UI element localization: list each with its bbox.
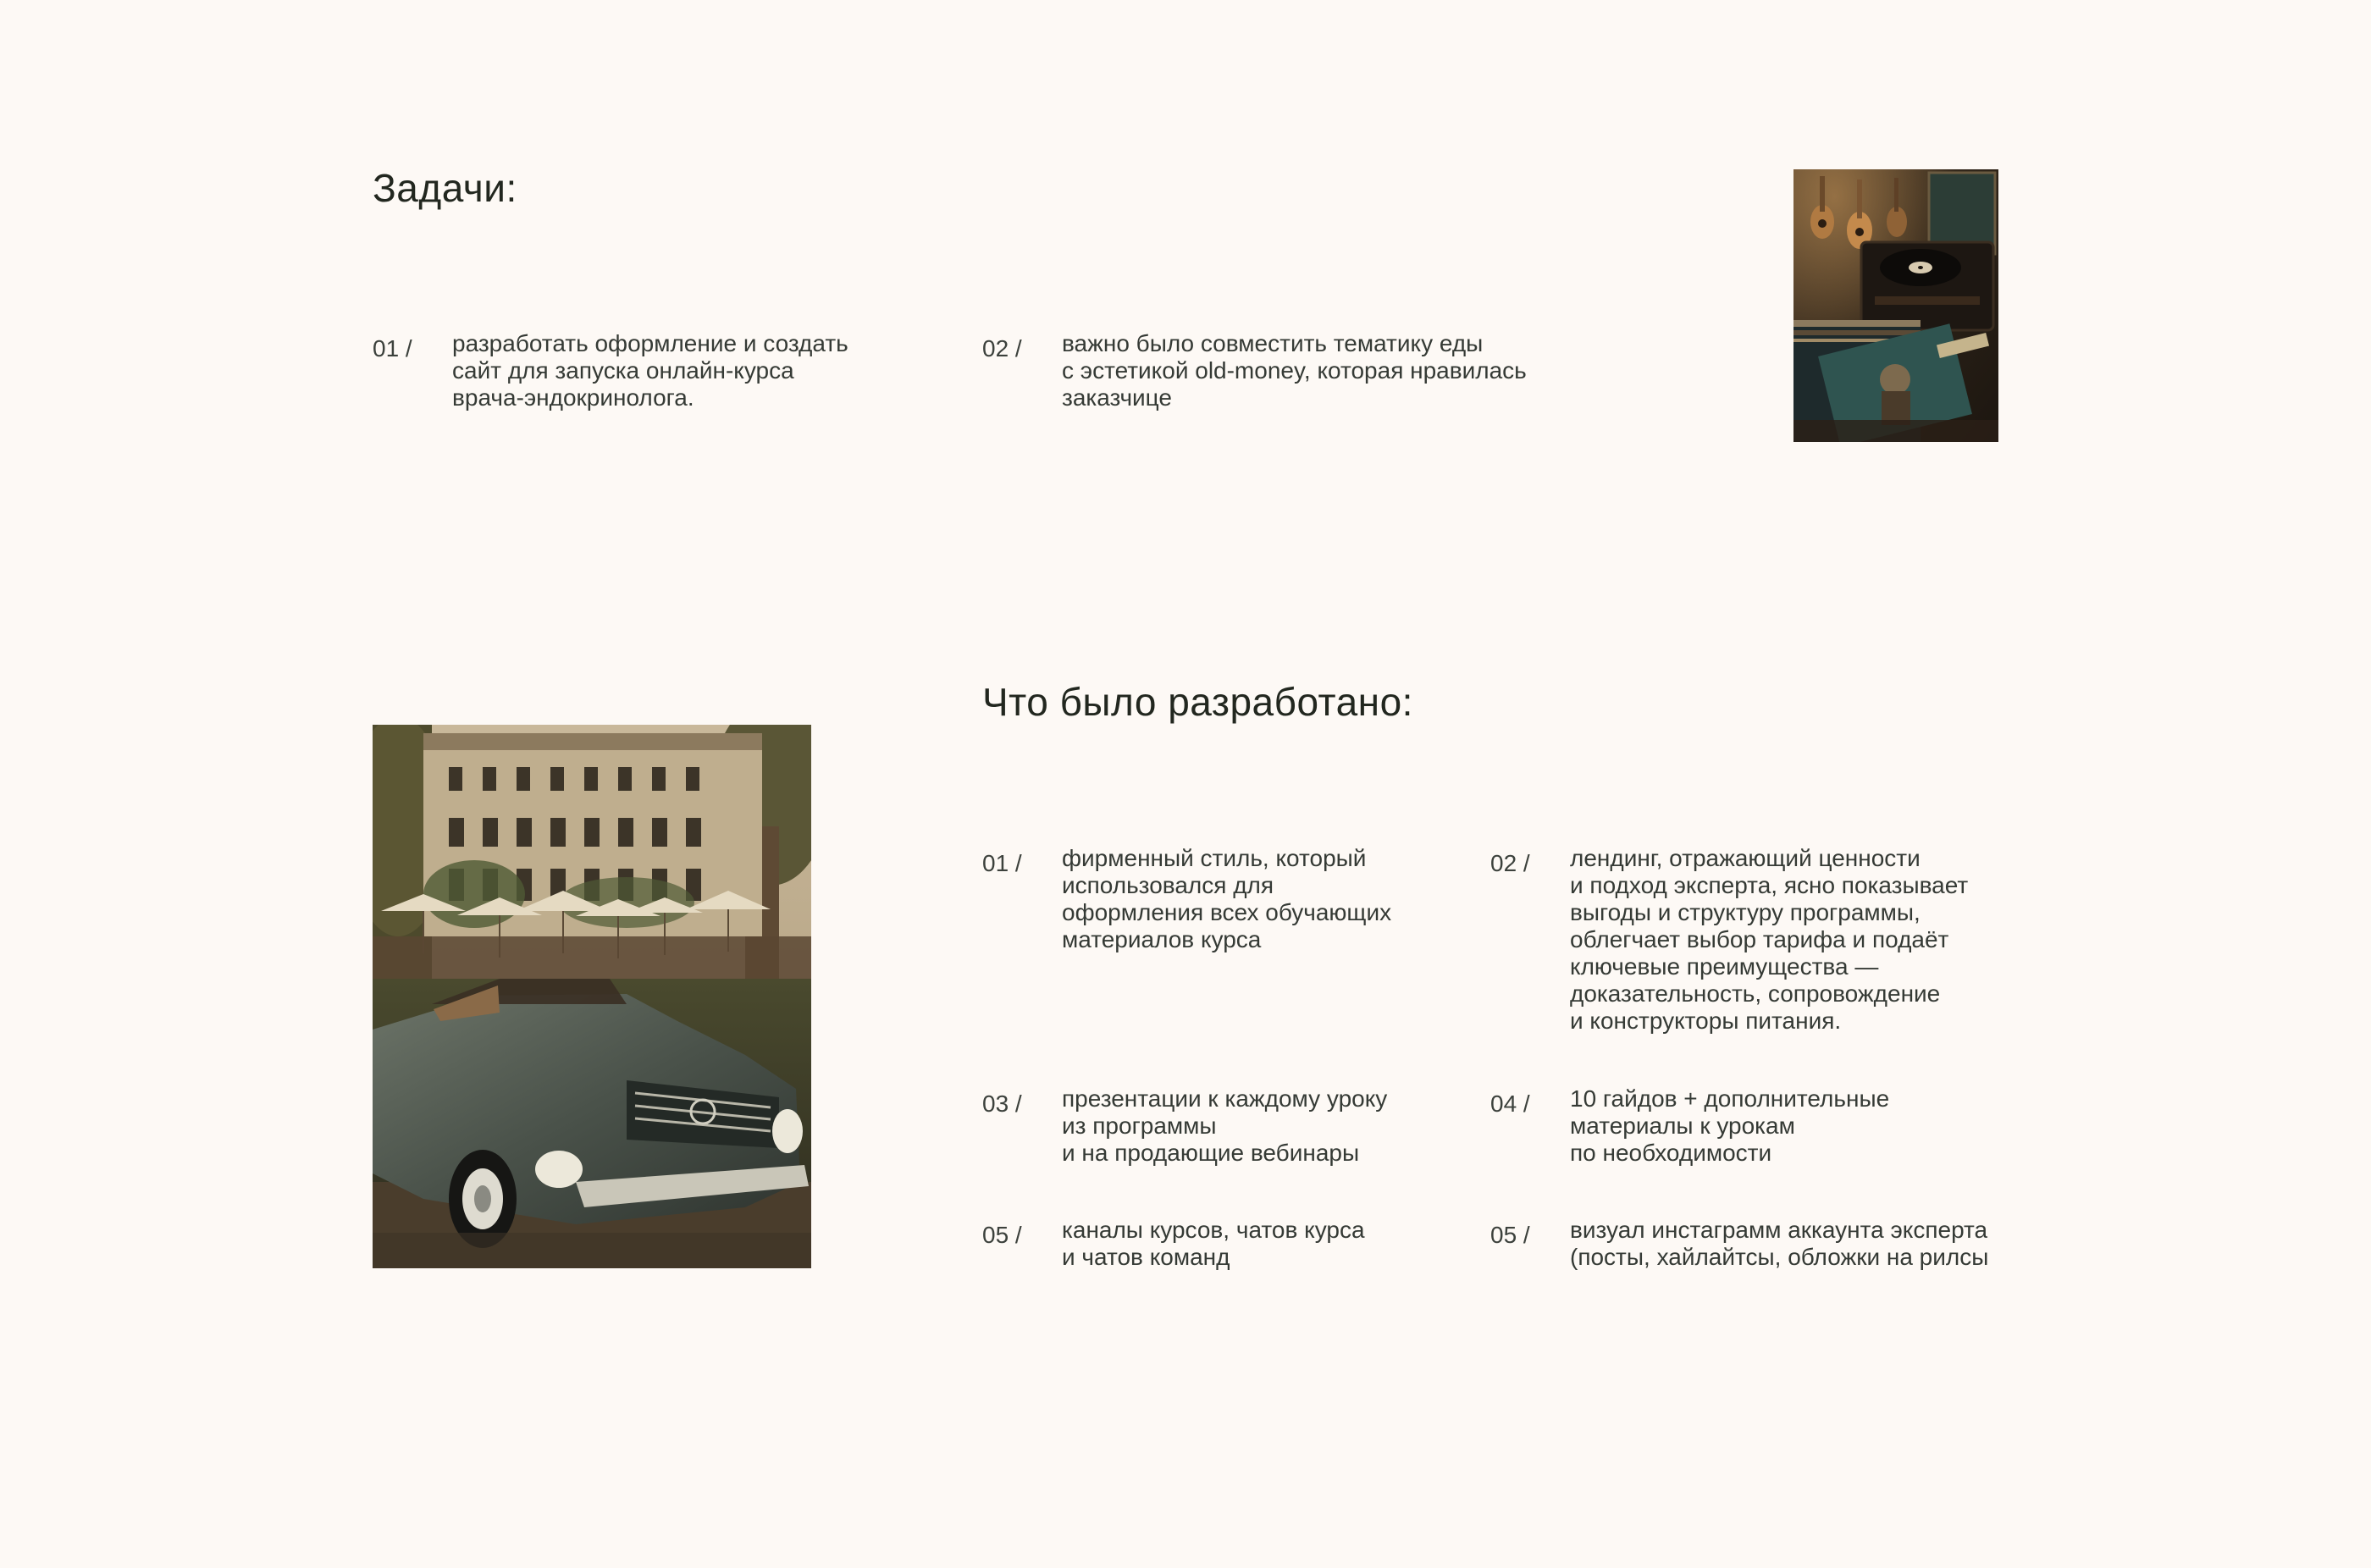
record-player-photo <box>1793 169 1998 442</box>
task-number: 02 / <box>982 335 1022 362</box>
deliverable-number: 02 / <box>1490 850 1530 876</box>
task-item-2 <box>982 330 1626 411</box>
deliverable-number: 05 / <box>982 1222 1022 1248</box>
deliverable-number: 05 / <box>1490 1222 1530 1248</box>
deliverable-item-6 <box>1490 1217 2083 1271</box>
deliverable-item-3 <box>982 1085 1456 1167</box>
deliverable-number: 04 / <box>1490 1090 1530 1117</box>
deliverable-item-1 <box>982 845 1456 953</box>
deliverable-text: фирменный стиль, который использовался для оформления всех обучающих материалов курса <box>1062 845 1392 952</box>
task-text: разработать оформление и создать сайт для запуска онлайн-курса врача-эндокринолога. <box>452 330 848 411</box>
deliverable-number: 03 / <box>982 1090 1022 1117</box>
deliverable-text: каналы курсов, чатов курса и чатов команд <box>1062 1217 1365 1270</box>
deliverable-item-2 <box>1490 845 2049 1035</box>
deliverable-text: 10 гайдов + дополнительные материалы к урокам по необходимости <box>1570 1085 1890 1166</box>
deliverables-heading: Что было разработано: <box>982 680 1413 724</box>
task-text: важно было совместить тематику еды с эстетикой old-money, которая нравилась заказчице <box>1062 330 1527 411</box>
deliverable-text: лендинг, отражающий ценности и подход эксперта, ясно показывает выгоды и структуру программы, облегчает выбор тарифа и подаёт ключевые преимущества — доказательность, сопровождение и конструкторы питания. <box>1570 845 1969 1034</box>
deliverable-number: 01 / <box>982 850 1022 876</box>
deliverable-item-4 <box>1490 1085 2049 1167</box>
task-item-1 <box>373 330 915 411</box>
deliverable-item-5 <box>982 1217 1456 1271</box>
deliverable-text: визуал инстаграмм аккаунта эксперта (посты, хайлайтсы, обложки на рилсы <box>1570 1217 1989 1270</box>
task-number: 01 / <box>373 335 412 362</box>
vintage-car-photo <box>373 725 811 1268</box>
tasks-heading: Задачи: <box>373 166 517 210</box>
deliverable-text: презентации к каждому уроку из программы и на продающие вебинары <box>1062 1085 1388 1166</box>
